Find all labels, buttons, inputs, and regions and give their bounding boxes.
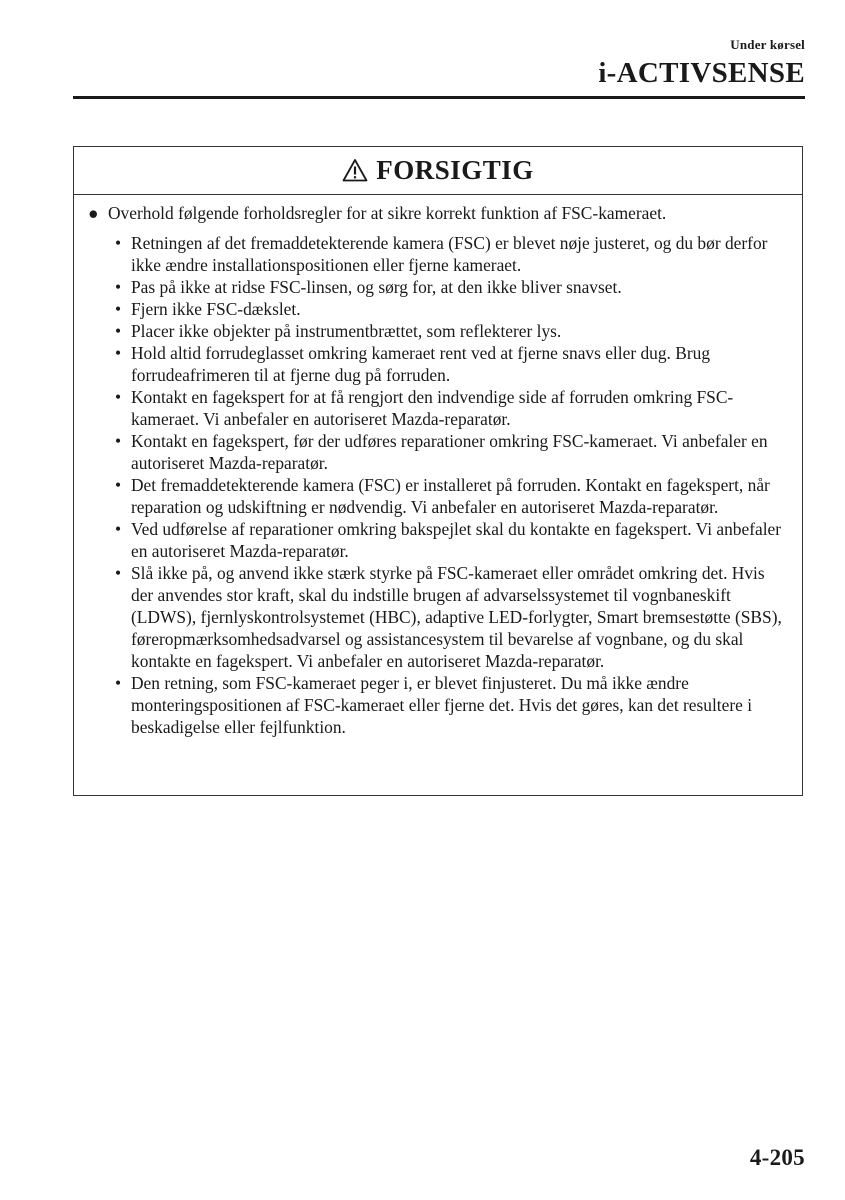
page-number: 4-205 [749,1145,805,1170]
list-item: • Hold altid forrudeglasset omkring kameraet rent ved at fjerne snavs eller dug. Brug forrudeafrimeren til at fjerne dug på forruden. [115,343,711,385]
list-item: • Placer ikke objekter på instrumentbrættet, som reflekterer lys. [115,321,562,341]
caution-intro [86,202,790,224]
list-item: • Pas på ikke at ridse FSC-linsen, og sørg for, at den ikke bliver snavset. [115,277,622,297]
list-item: • Ved udførelse af reparationer omkring bakspejlet skal du kontakte en fagekspert. Vi anbefaler en autoriseret Mazda-reparatør. [115,519,782,561]
chapter-title: i-ACTIVSENSE [598,57,805,89]
list-item: • Kontakt en fagekspert, før der udføres reparationer omkring FSC-kameraet. Vi anbefaler en autoriseret Mazda-reparatør. [115,431,768,473]
warning-triangle-icon [342,158,368,182]
list-item: • Det fremaddetekterende kamera (FSC) er installeret på forruden. Kontakt en fagekspert, når reparation og udskiftning er nødvendig. Vi anbefaler en autoriseret Mazda-reparatør. [115,475,770,517]
precaution-list [86,232,790,738]
list-item: • Den retning, som FSC-kameraet peger i, er blevet finjusteret. Du må ikke ændre monteringspositionen af FSC-kameraet eller fjerne det. Hvis det gøres, kan det resultere i beskadigelse eller fejlfunktion. [115,673,753,737]
caution-body [74,195,802,738]
caution-intro-text: Overhold følgende forholdsregler for at sikre korrekt funktion af FSC-kameraet. [108,203,667,223]
section-label: Under kørsel [730,37,805,52]
list-item: • Fjern ikke FSC-dækslet. [115,299,301,319]
caution-box [73,146,803,796]
list-item: • Retningen af det fremaddetekterende kamera (FSC) er blevet nøje justeret, og du bør derfor ikke ændre installationspositionen eller fjerne kameraet. [115,233,768,275]
header-rule [73,96,805,99]
caution-title: FORSIGTIG [376,155,534,185]
bullet-dot: ● [88,203,99,223]
caution-header [74,147,802,195]
list-item: • Slå ikke på, og anvend ikke stærk styrke på FSC-kameraet eller området omkring det. Hvis der anvendes stor kraft, skal du indstille brugen af advarselssystemet til vognbaneskift (LDWS), fjernlyskontrolsystemet (HBC), adaptive LED-forlygter, Smart bremsestøtte (SBS), føreropmærksomhedsadvarsel og assistancesystem til bevarelse af vognbane, og du skal kontakte en fagekspert. Vi anbefaler en autoriseret Mazda-reparatør. [115,563,782,671]
list-item: • Kontakt en fagekspert for at få rengjort den indvendige side af forruden omkring FSC-kameraet. Vi anbefaler en autoriseret Mazda-reparatør. [115,387,734,429]
